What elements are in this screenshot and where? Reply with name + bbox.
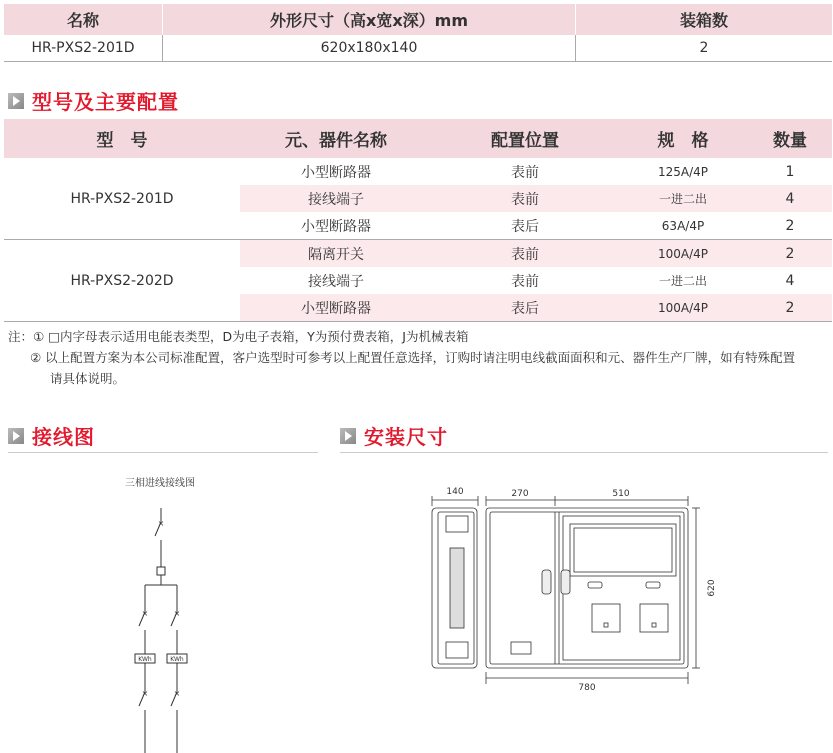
section-config-title: 型号及主要配置 bbox=[32, 90, 179, 114]
section-config-heading bbox=[8, 86, 179, 115]
config-cell: 接线端子 bbox=[240, 185, 432, 212]
spec-header-name: 名称 bbox=[4, 4, 163, 35]
config-cell: 表前 bbox=[511, 273, 539, 290]
spec-table bbox=[4, 4, 832, 62]
svg-text:×: × bbox=[173, 609, 181, 618]
config-cell: 1 bbox=[785, 163, 795, 180]
config-header-position: 配置位置 bbox=[432, 119, 618, 158]
config-cell: 小型断路器 bbox=[301, 164, 371, 181]
section-install-heading bbox=[340, 421, 448, 450]
config-model-2: HR-PXS2-202D bbox=[4, 240, 240, 322]
install-drawing bbox=[420, 478, 725, 693]
spec-header-dimensions: 外形尺寸（高x宽x深）mm bbox=[163, 4, 576, 35]
table-row bbox=[4, 158, 832, 185]
arrow-icon bbox=[340, 428, 356, 444]
svg-text:×: × bbox=[141, 689, 149, 698]
arrow-icon bbox=[8, 93, 24, 109]
section-wiring-heading bbox=[8, 421, 95, 450]
config-cell: 100A/4P bbox=[618, 240, 748, 268]
config-cell: 小型断路器 bbox=[240, 294, 432, 322]
spec-header-pack: 装箱数 bbox=[576, 4, 833, 35]
note-line-1: 注：① □内字母表示适用电能表类型，D为电子表箱，Y为预付费表箱，J为机械表箱 bbox=[8, 329, 469, 344]
table-row bbox=[4, 35, 832, 62]
table-row bbox=[4, 240, 832, 268]
config-header-row bbox=[4, 119, 832, 158]
spec-cell-name: HR-PXS2-201D bbox=[4, 35, 163, 62]
config-cell: 表后 bbox=[432, 212, 618, 240]
arrow-icon bbox=[8, 428, 24, 444]
config-cell: 2 bbox=[748, 212, 832, 240]
config-cell: 一进二出 bbox=[618, 185, 748, 212]
meter-label-right: KWh bbox=[170, 656, 184, 663]
config-cell: 4 bbox=[748, 185, 832, 212]
config-cell: 一进二出 bbox=[658, 274, 707, 288]
dim-height: 620 bbox=[707, 579, 717, 597]
config-header-qty: 数量 bbox=[748, 119, 832, 158]
config-header-component: 元、器件名称 bbox=[240, 119, 432, 158]
config-model-1: HR-PXS2-201D bbox=[4, 158, 240, 240]
meter-label-left: KWh bbox=[138, 656, 152, 663]
svg-text:×: × bbox=[157, 519, 165, 528]
config-cell: 表前 bbox=[432, 185, 618, 212]
section-install-title: 安装尺寸 bbox=[364, 425, 448, 449]
config-cell: 小型断路器 bbox=[240, 212, 432, 240]
section-wiring-title: 接线图 bbox=[32, 425, 95, 449]
spec-header-row bbox=[4, 4, 832, 35]
dim-total-width: 780 bbox=[578, 683, 596, 693]
config-cell: 2 bbox=[748, 294, 832, 322]
wiring-title: 三相进线接线图 bbox=[125, 478, 195, 489]
spec-cell-dimensions: 620x180x140 bbox=[163, 35, 576, 62]
config-cell: 隔离开关 bbox=[240, 240, 432, 268]
divider bbox=[8, 452, 318, 453]
config-table bbox=[4, 119, 832, 322]
config-cell: 表后 bbox=[432, 294, 618, 322]
note-line-2: ② 以上配置方案为本公司标准配置，客户选型时可参考以上配置任意选择，订购时请注明电线截面面积和元、器件生产厂牌，如有特殊配置 bbox=[30, 350, 796, 365]
dim-left-width: 270 bbox=[511, 489, 529, 499]
config-cell: 4 bbox=[785, 272, 795, 289]
config-header-model: 型 号 bbox=[4, 119, 240, 158]
note-line-3: 请具体说明。 bbox=[50, 371, 126, 386]
divider bbox=[340, 452, 828, 453]
config-header-spec: 规 格 bbox=[618, 119, 748, 158]
config-cell: 表前 bbox=[511, 164, 539, 181]
config-cell: 125A/4P bbox=[657, 164, 709, 179]
dim-depth: 140 bbox=[446, 487, 464, 497]
wiring-diagram bbox=[100, 470, 230, 753]
config-cell: 表前 bbox=[432, 240, 618, 268]
config-cell: 2 bbox=[748, 240, 832, 268]
svg-text:×: × bbox=[141, 609, 149, 618]
config-cell: 100A/4P bbox=[618, 294, 748, 322]
config-cell: 63A/4P bbox=[618, 212, 748, 240]
svg-text:×: × bbox=[173, 689, 181, 698]
spec-cell-pack: 2 bbox=[576, 35, 833, 62]
dim-right-width: 510 bbox=[612, 489, 630, 499]
config-cell: 接线端子 bbox=[308, 273, 364, 290]
